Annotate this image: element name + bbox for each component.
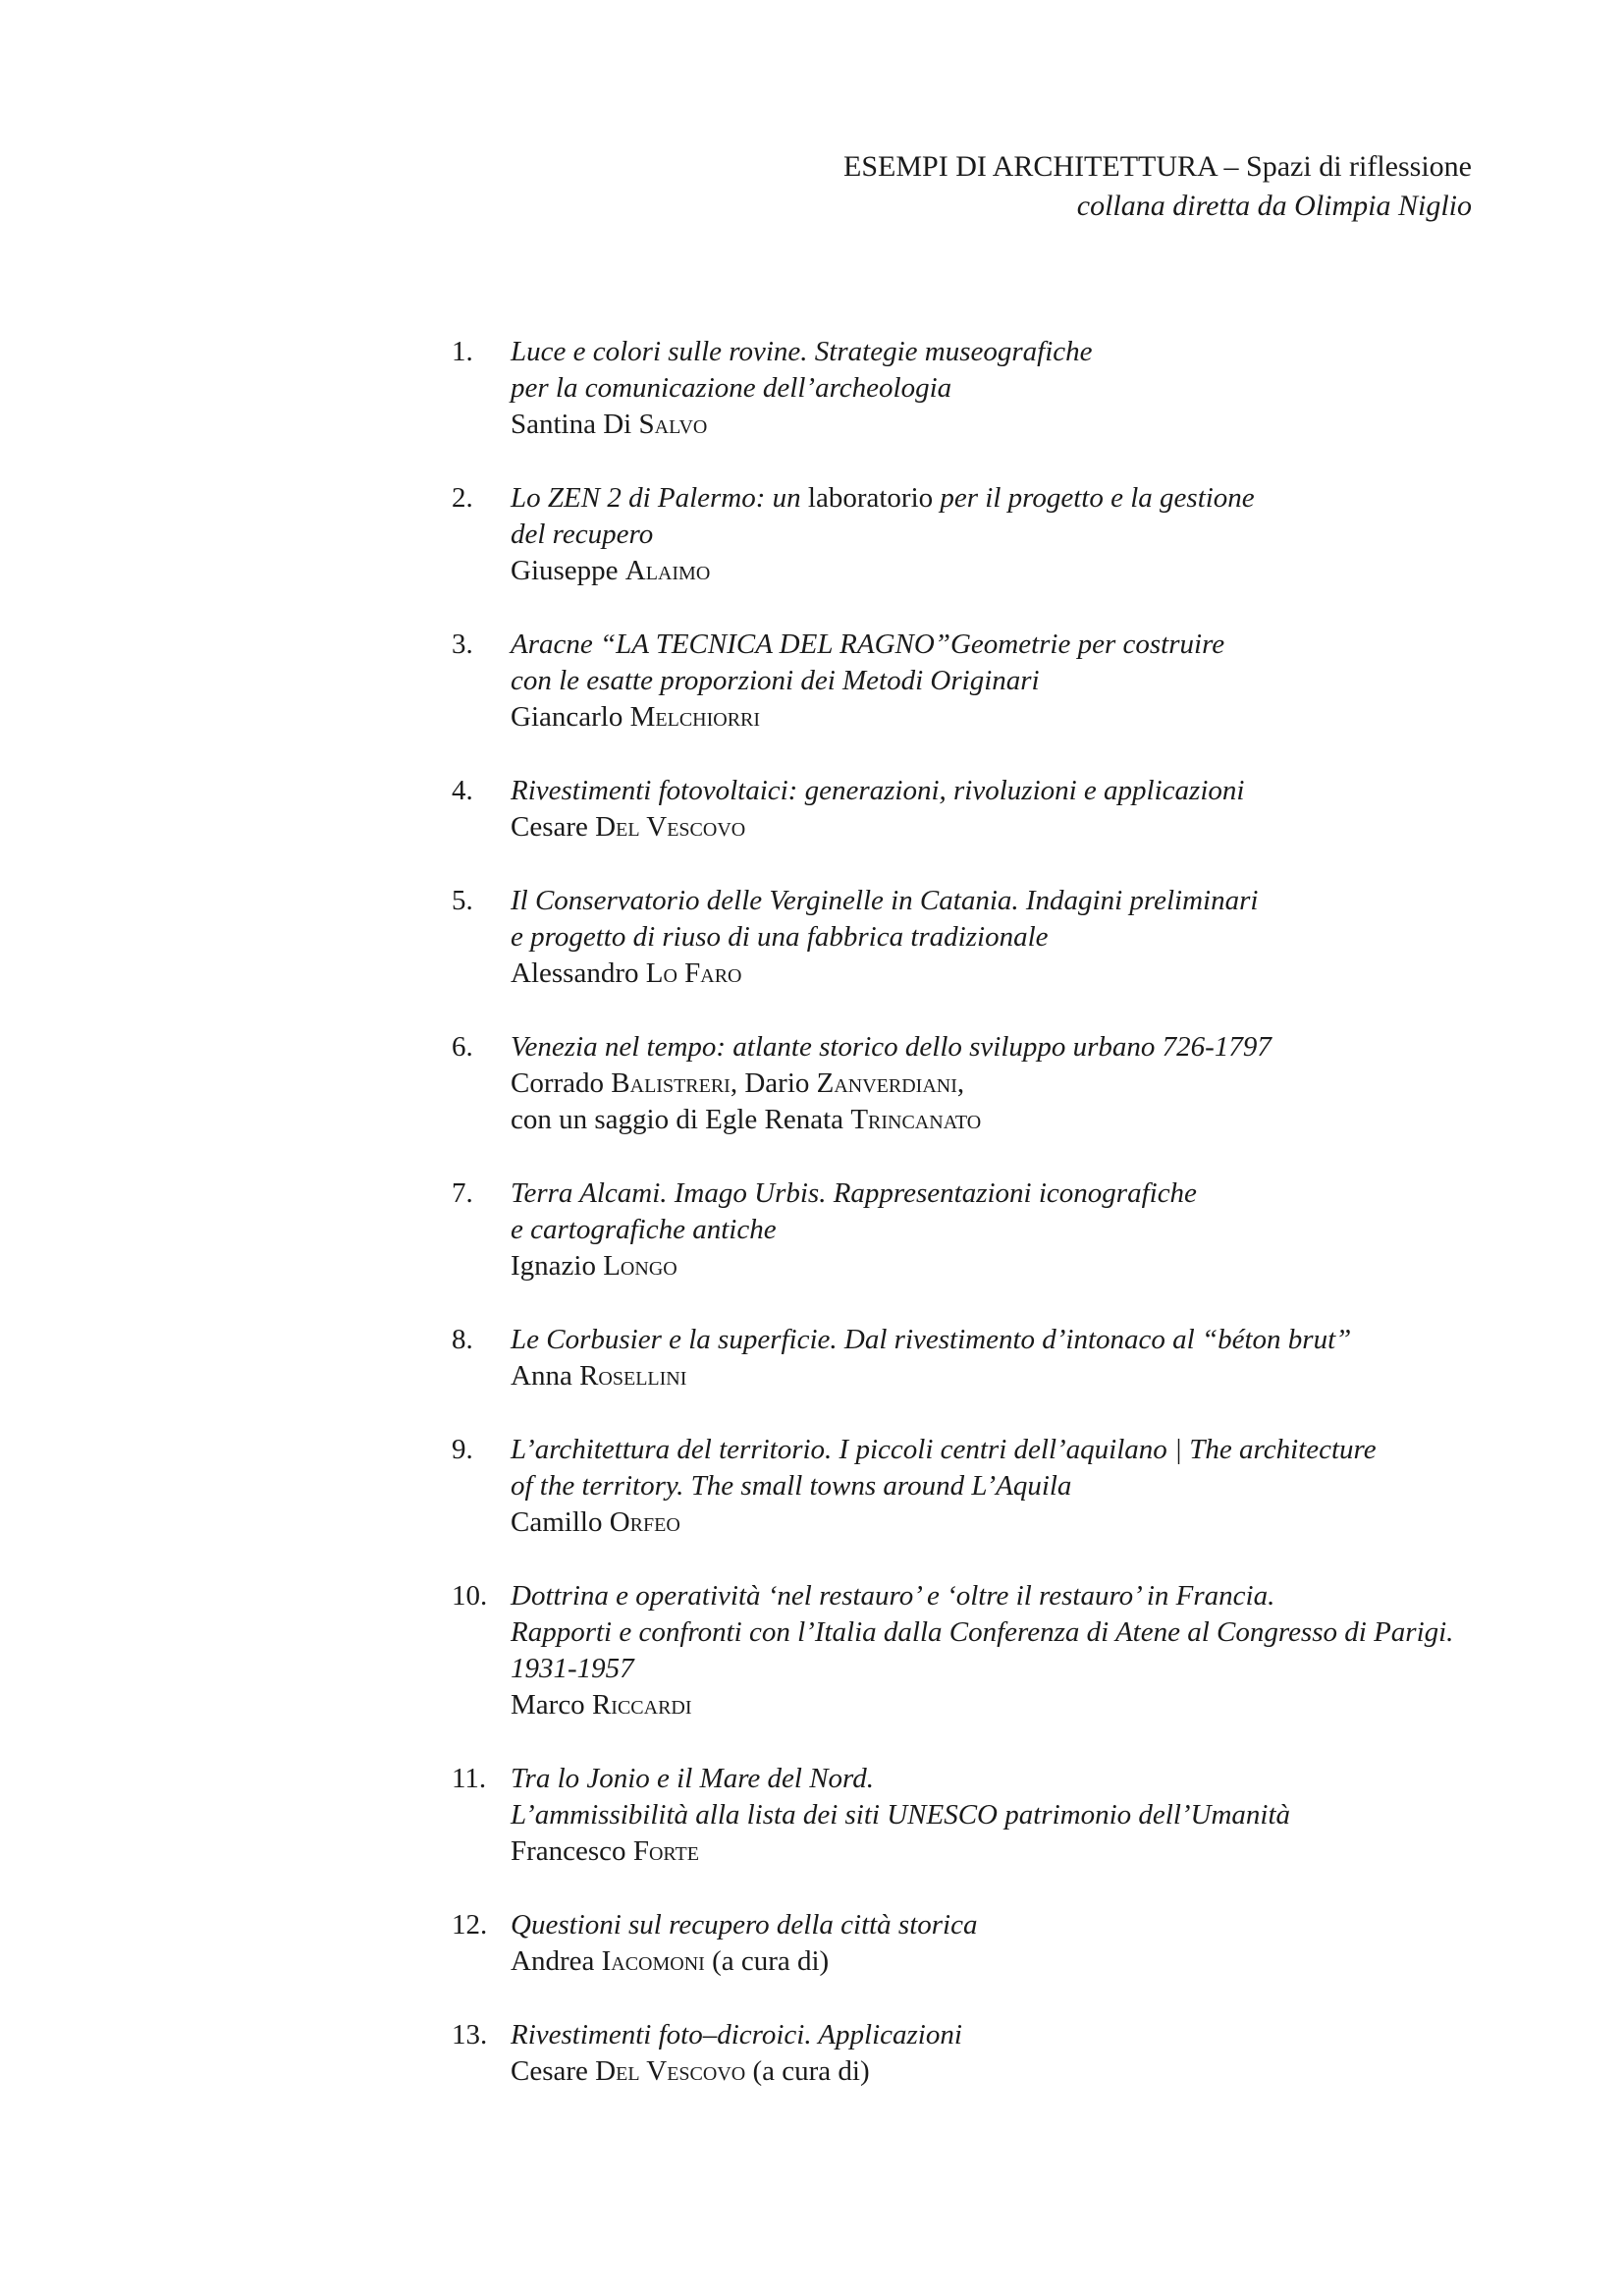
entry-title-line: Dottrina e operatività ‘nel restauro’ e ‘oltre il restauro’ in Francia. [511, 1580, 1275, 1612]
entry-number: 10. [452, 1580, 488, 1612]
series-header [843, 147, 1472, 226]
entry-title-line: Lo ZEN 2 di Palermo: un laboratorio per il progetto e la gestione [511, 482, 1255, 514]
entry-title-line: Le Corbusier e la superficie. Dal rivestimento d’intonaco al “béton brut” [511, 1324, 1352, 1355]
list-item [452, 334, 1512, 443]
list-item [452, 1578, 1512, 1723]
entry-author-line: Marco Riccardi [511, 1689, 692, 1721]
entry-number: 4. [452, 775, 473, 806]
entry-number: 5. [452, 885, 473, 916]
entry-title-line: e progetto di riuso di una fabbrica tradizionale [511, 921, 1049, 953]
entry-author-line: Santina Di Salvo [511, 409, 708, 440]
entry-number: 8. [452, 1324, 473, 1355]
list-item [452, 1029, 1512, 1138]
entry-author-line: Andrea Iacomoni (a cura di) [511, 1945, 830, 1977]
entry-title-line: Tra lo Jonio e il Mare del Nord. [511, 1763, 875, 1794]
entry-title-line: Aracne “LA TECNICA DEL RAGNO”Geometrie per costruire [511, 629, 1225, 660]
entry-number: 3. [452, 629, 473, 660]
entry-number: 11. [452, 1763, 487, 1794]
list-item [452, 1175, 1512, 1285]
entry-title-line: Rapporti e confronti con l’Italia dalla Conferenza di Atene al Congresso di Parigi. [511, 1616, 1454, 1648]
series-editor: collana diretta da Olimpia Niglio [1076, 190, 1472, 222]
list-item [452, 1432, 1512, 1541]
entry-author-line: Cesare Del Vescovo [511, 811, 746, 843]
entry-title-line: Luce e colori sulle rovine. Strategie museografiche [511, 336, 1093, 367]
entry-author-line: Camillo Orfeo [511, 1506, 680, 1538]
entry-author-line: Anna Rosellini [511, 1360, 687, 1392]
entry-number: 7. [452, 1177, 473, 1209]
entry-title-line: Questioni sul recupero della città storica [511, 1909, 978, 1941]
list-item [452, 883, 1512, 992]
entry-number: 6. [452, 1031, 473, 1063]
entry-author-line: Francesco Forte [511, 1835, 699, 1867]
entry-number: 2. [452, 482, 473, 514]
entry-title-line: L’architettura del territorio. I piccoli centri dell’aquilano | The architecture [511, 1434, 1377, 1465]
list-item [452, 2017, 1512, 2090]
entry-title-line: con le esatte proporzioni dei Metodi Originari [511, 665, 1040, 696]
entry-number: 9. [452, 1434, 473, 1465]
entry-author-line: Giuseppe Alaimo [511, 555, 711, 586]
entry-title-line: of the territory. The small towns around L’Aquila [511, 1470, 1072, 1502]
entry-title-line: Rivestimenti fotovoltaici: generazioni, rivoluzioni e applicazioni [511, 775, 1245, 806]
list-item [452, 1907, 1512, 1980]
entry-number: 12. [452, 1909, 488, 1941]
entry-author-line: con un saggio di Egle Renata Trincanato [511, 1104, 982, 1135]
entry-title-line: del recupero [511, 519, 654, 550]
entry-number: 1. [452, 336, 473, 367]
list-item [452, 627, 1512, 736]
entry-author-line: Alessandro Lo Faro [511, 957, 742, 989]
list-item [452, 480, 1512, 589]
entry-title-line: 1931-1957 [511, 1653, 634, 1684]
entry-author-line: Cesare Del Vescovo (a cura di) [511, 2055, 870, 2087]
entry-title-line: Rivestimenti foto–dicroici. Applicazioni [511, 2019, 962, 2050]
entry-title-line: Il Conservatorio delle Verginelle in Catania. Indagini preliminari [511, 885, 1259, 916]
entry-author-line: Ignazio Longo [511, 1250, 677, 1282]
entry-author-line: Corrado Balistreri, Dario Zanverdiani, [511, 1067, 965, 1099]
list-item [452, 1322, 1512, 1394]
list-item [452, 773, 1512, 846]
entry-title-line: Venezia nel tempo: atlante storico dello sviluppo urbano 726-1797 [511, 1031, 1272, 1063]
list-item [452, 1761, 1512, 1870]
entry-title-line: per la comunicazione dell’archeologia [511, 372, 952, 404]
entry-number: 13. [452, 2019, 488, 2050]
series-title: ESEMPI DI ARCHITETTURA – Spazi di riflessione [843, 150, 1472, 183]
entry-author-line: Giancarlo Melchiorri [511, 701, 761, 733]
series-list [452, 334, 1512, 2127]
entry-title-line: Terra Alcami. Imago Urbis. Rappresentazioni iconografiche [511, 1177, 1197, 1209]
entry-title-line: e cartografiche antiche [511, 1214, 777, 1245]
entry-title-line: L’ammissibilità alla lista dei siti UNESCO patrimonio dell’Umanità [511, 1799, 1291, 1831]
